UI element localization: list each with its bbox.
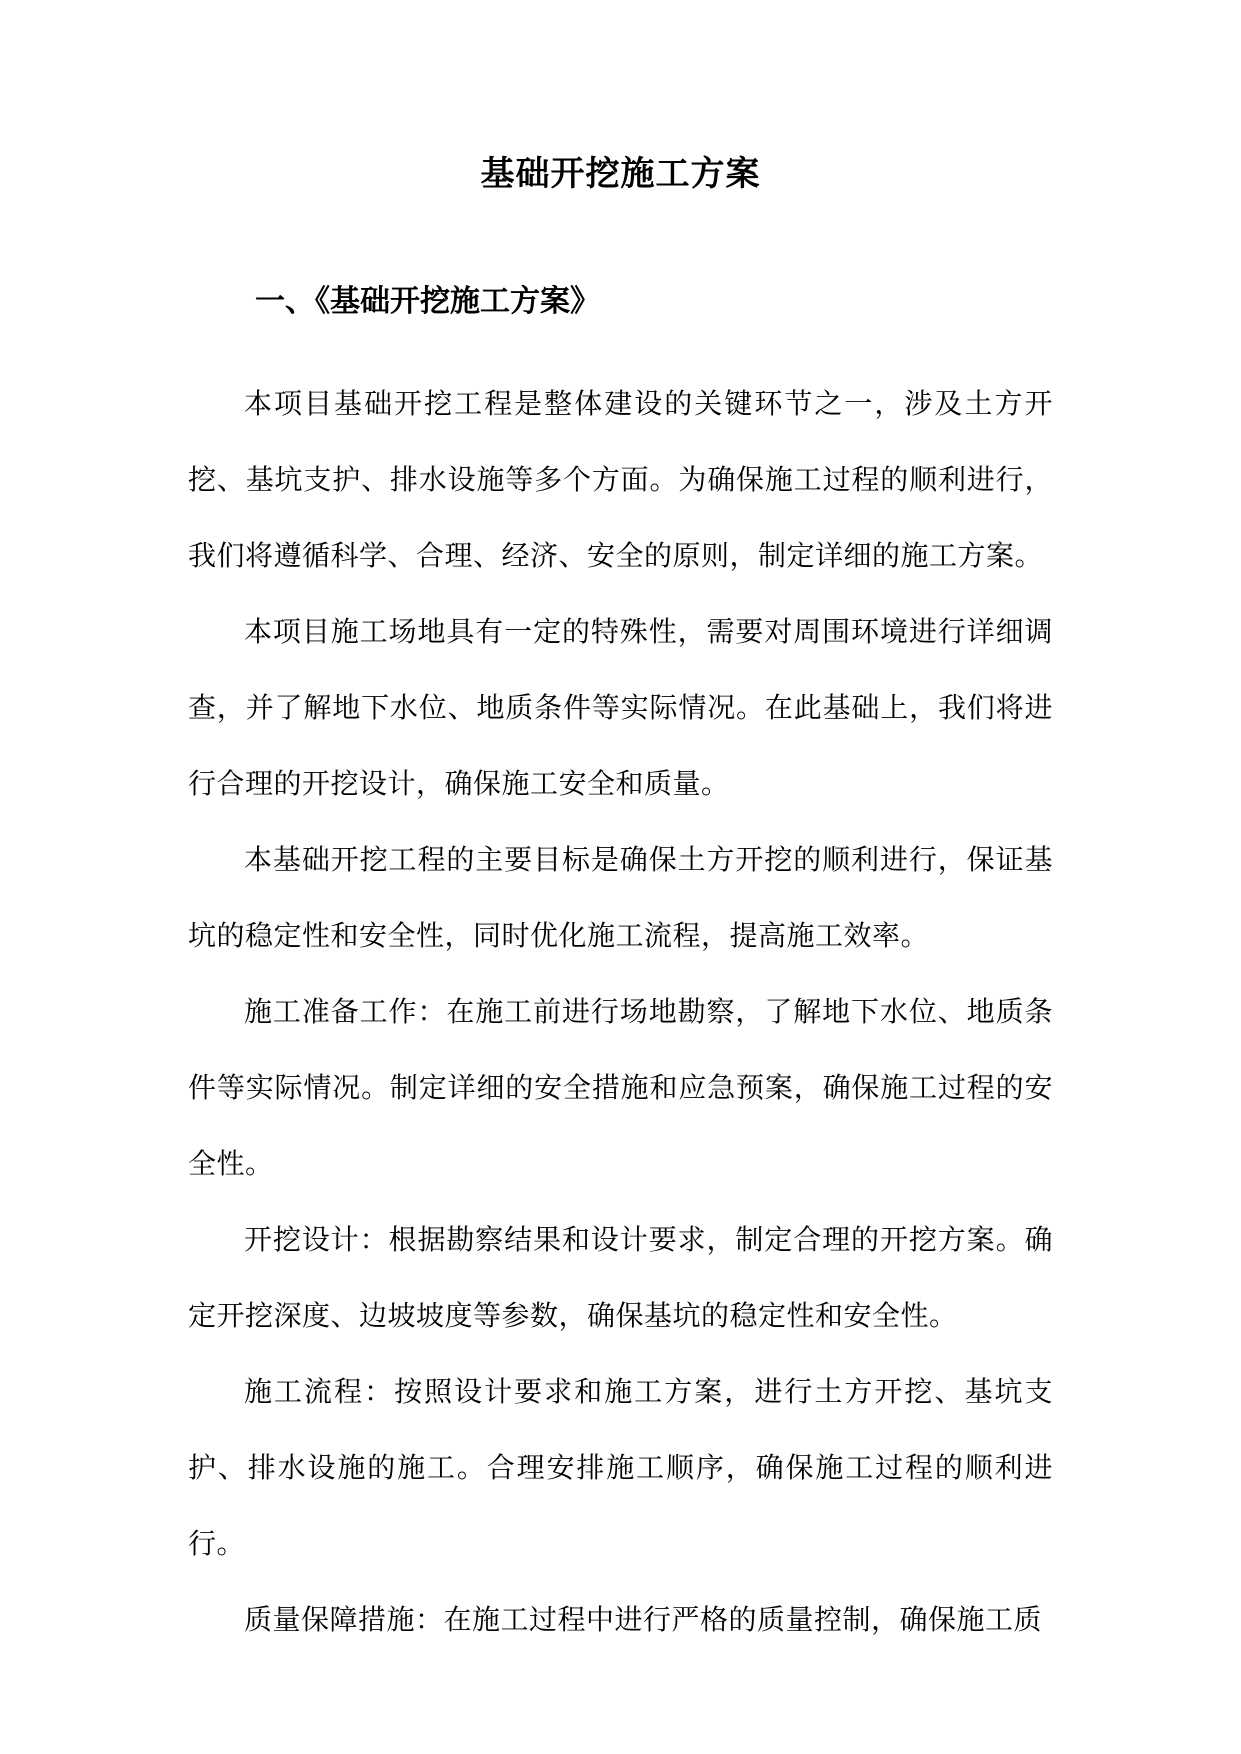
paragraph-1: 本项目基础开挖工程是整体建设的关键环节之一，涉及土方开挖、基坑支护、排水设施等多个方面。为确保施工过程的顺利进行，我们将遵循科学、合理、经济、安全的原则，制定详细的施工方案。 bbox=[188, 387, 1053, 572]
section-heading: 一、《基础开挖施工方案》 bbox=[255, 284, 600, 319]
paragraph-7: 质量保障措施：在施工过程中进行严格的质量控制，确保施工质 bbox=[244, 1603, 1043, 1636]
paragraph-2: 本项目施工场地具有一定的特殊性，需要对周围环境进行详细调查，并了解地下水位、地质条件等实际情况。在此基础上，我们将进行合理的开挖设计，确保施工安全和质量。 bbox=[188, 615, 1053, 800]
paragraph-5: 开挖设计：根据勘察结果和设计要求，制定合理的开挖方案。确定开挖深度、边坡坡度等参数，确保基坑的稳定性和安全性。 bbox=[188, 1223, 1053, 1332]
paragraph-3: 本基础开挖工程的主要目标是确保土方开挖的顺利进行，保证基坑的稳定性和安全性，同时优化施工流程，提高施工效率。 bbox=[188, 843, 1053, 952]
document-title: 基础开挖施工方案 bbox=[480, 154, 761, 194]
paragraph-6: 施工流程：按照设计要求和施工方案，进行土方开挖、基坑支护、排水设施的施工。合理安排施工顺序，确保施工过程的顺利进行。 bbox=[188, 1375, 1053, 1560]
document-body bbox=[188, 366, 1053, 1658]
paragraph-4: 施工准备工作：在施工前进行场地勘察，了解地下水位、地质条件等实际情况。制定详细的安全措施和应急预案，确保施工过程的安全性。 bbox=[188, 995, 1053, 1180]
